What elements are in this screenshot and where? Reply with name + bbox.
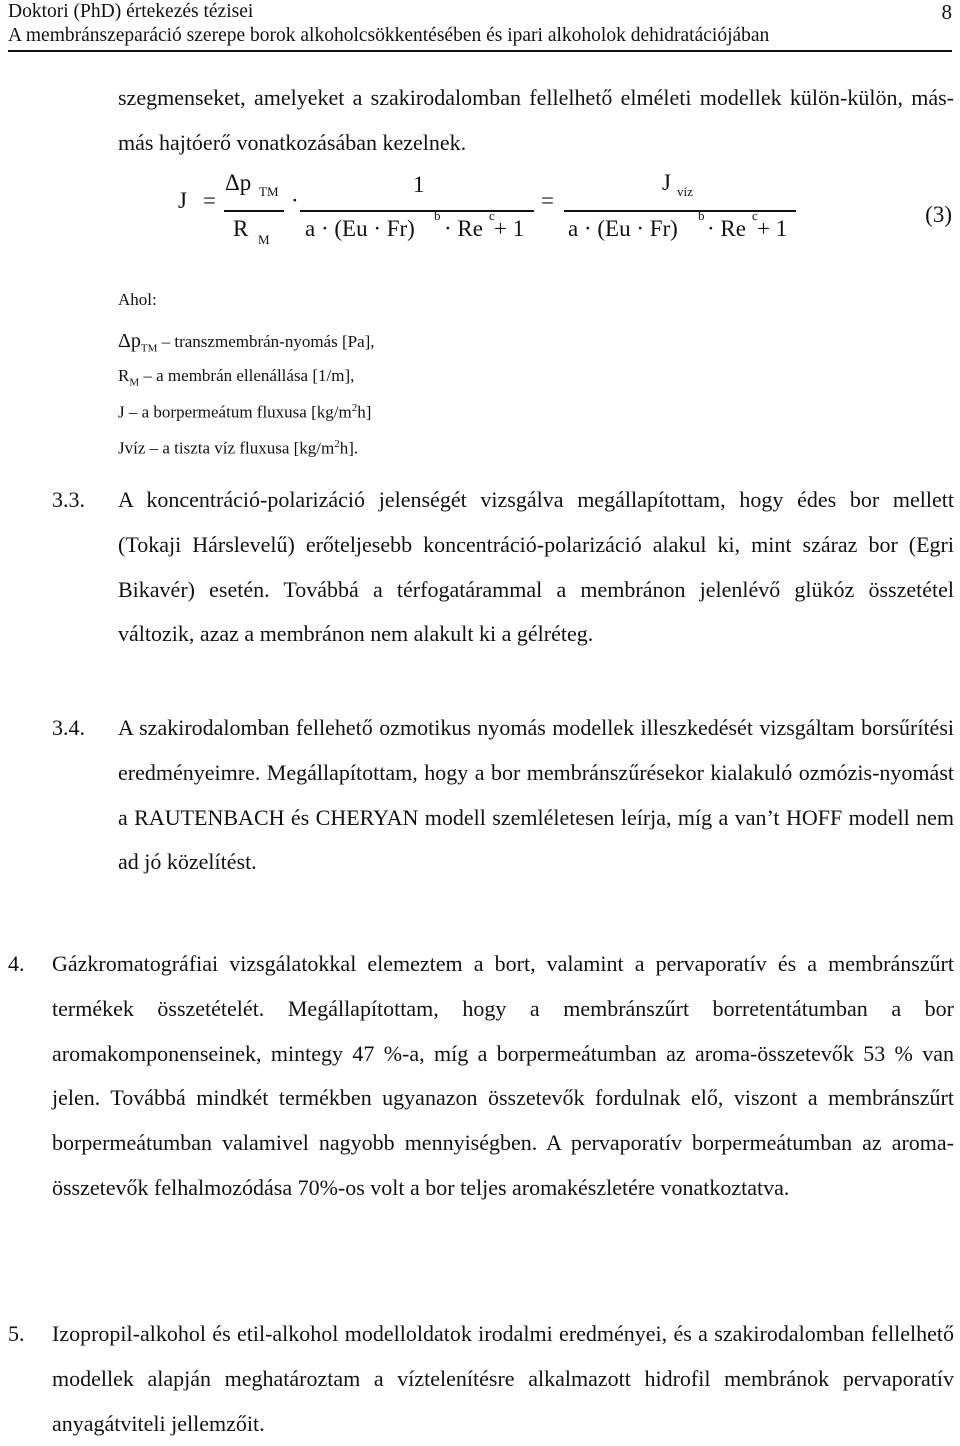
eq-fraction-line-3 — [564, 210, 796, 212]
page-number: 8 — [941, 0, 952, 24]
header-title: Doktori (PhD) értekezés tézisei — [8, 1, 254, 22]
legend-l3-end: h] — [357, 402, 372, 422]
eq-r: R — [233, 216, 249, 241]
legend-line-3 — [118, 402, 371, 423]
eq-c-sup-1: c — [489, 208, 495, 223]
list-item-4 — [8, 942, 954, 1302]
legend-l3-text: J – a borpermeátum fluxusa [kg/m — [118, 402, 352, 422]
equation-3 — [0, 170, 960, 280]
legend-ahol: Ahol: — [118, 290, 157, 309]
legend-m-sub: M — [129, 376, 140, 389]
legend-dp-symbol: Δp — [118, 330, 141, 352]
item-number: 5. — [8, 1321, 25, 1346]
eq-b-sup-1: b — [434, 208, 441, 223]
legend-l4-end: h]. — [339, 438, 359, 458]
header-rule — [8, 50, 952, 52]
eq-fraction-line-2 — [300, 210, 534, 212]
legend-r-symbol: R — [118, 366, 130, 385]
legend-line-4 — [118, 438, 358, 459]
eq-numerator-one: 1 — [413, 172, 425, 197]
eq-plus-one-2: + 1 — [757, 216, 788, 241]
legend-l4-text: Jvíz – a tiszta víz fluxusa [kg/m — [118, 438, 335, 458]
eq-equals-1: = — [203, 188, 216, 213]
legend-tm-sub: TM — [140, 342, 158, 355]
eq-delta-p: Δp — [225, 170, 252, 195]
legend-l3-sup: 2 — [351, 402, 358, 414]
eq-lhs-j: J — [178, 188, 187, 213]
item-text: Gázkromatográfiai vizsgálatokkal elemeztem a bort, valamint a pervaporatív és a membránszűrt termékek összetételét. Megállapítottam, hogy a membránszűrt borretentátumban a bor aromakomponenseinek, mintegy 47 %-a, míg a borpermeátumban az aroma-összetevők 53 % van jelen. Továbbá mindkét termékben ugyanazon összetevők fordulnak elő, viszont a membránszűrt borpermeátumban valamivel nagyobb mennyiségben. A pervaporatív borpermeátumban az aroma-összetevők felhalmozódása 70%-os volt a bor teljes aromakészletére vonatkoztatva. — [52, 951, 954, 1200]
intro-paragraph: szegmenseket, amelyeket a szakirodalomban fellelhető elméleti modellek külön-külön, más-más hajtóerő vonatkozásában kezelnek. — [118, 85, 954, 155]
equation-number: (3) — [925, 202, 952, 227]
item-number: 3.3. — [52, 487, 85, 512]
page-header — [8, 0, 952, 48]
eq-dot: · — [291, 188, 299, 213]
header-subtitle: A membránszeparáció szerepe borok alkoholcsökkentésében és ipari alkoholok dehidratációjában — [8, 25, 770, 46]
eq-viz-sub: víz — [677, 184, 693, 199]
eq-den-re-1: · Re — [444, 216, 483, 241]
legend-l2-text: – a membrán ellenállása [1/m], — [139, 366, 355, 385]
item-number: 3.4. — [52, 715, 85, 740]
eq-c-sup-2: c — [752, 208, 758, 223]
eq-plus-one-1: + 1 — [494, 216, 525, 241]
list-item-5 — [8, 1312, 954, 1440]
item-text: A szakirodalomban fellehető ozmotikus nyomás modellek illeszkedését vizsgáltam borsűrítési eredményeimre. Megállapítottam, hogy a bor membránszűrésekor kialakuló ozmózis-nyomást a RAUTENBACH és CHERYAN modell szemléletesen leírja, míg a van’t HOFF modell nem ad jó közelítést. — [118, 715, 954, 875]
eq-m-sub: M — [258, 232, 270, 247]
legend-line-2 — [118, 366, 354, 388]
eq-den-a-1: a · (Eu · Fr) — [305, 216, 415, 241]
item-number: 4. — [8, 951, 25, 976]
header-top-row — [8, 0, 952, 24]
list-item-3-3 — [52, 478, 954, 708]
item-text: A koncentráció-polarizáció jelenségét vizsgálva megállapítottam, hogy édes bor mellett (Tokaji Hárslevelű) erőteljesebb koncentráció-polarizáció alakul ki, mint száraz bor (Egri Bikavér) esetén. Továbbá a térfogatárammal a membránon jelenlévő glükóz összetétel változik, azaz a membránon nem alakult ki a gélréteg. — [118, 487, 954, 647]
eq-b-sup-2: b — [698, 208, 705, 223]
legend-line-1 — [118, 330, 375, 354]
eq-den-a-2: a · (Eu · Fr) — [568, 216, 678, 241]
eq-den-re-2: · Re — [707, 216, 746, 241]
eq-fraction-line-1 — [224, 210, 284, 212]
legend-l4-sup: 2 — [334, 438, 340, 450]
list-item-3-4 — [52, 706, 954, 936]
item-text: Izopropil-alkohol és etil-alkohol modelloldatok irodalmi eredményei, és a szakirodalomban fellelhető modellek alapján meghatároztam a víztelenítésre alkalmazott hidrofil membránok pervaporatív anyagátviteli jellemzőit. — [52, 1321, 954, 1436]
eq-tm-sub: TM — [259, 184, 279, 199]
eq-equals-2: = — [541, 188, 554, 213]
legend-l1-text: – transzmembrán-nyomás [Pa], — [157, 332, 375, 351]
eq-j-viz: J — [662, 170, 671, 195]
